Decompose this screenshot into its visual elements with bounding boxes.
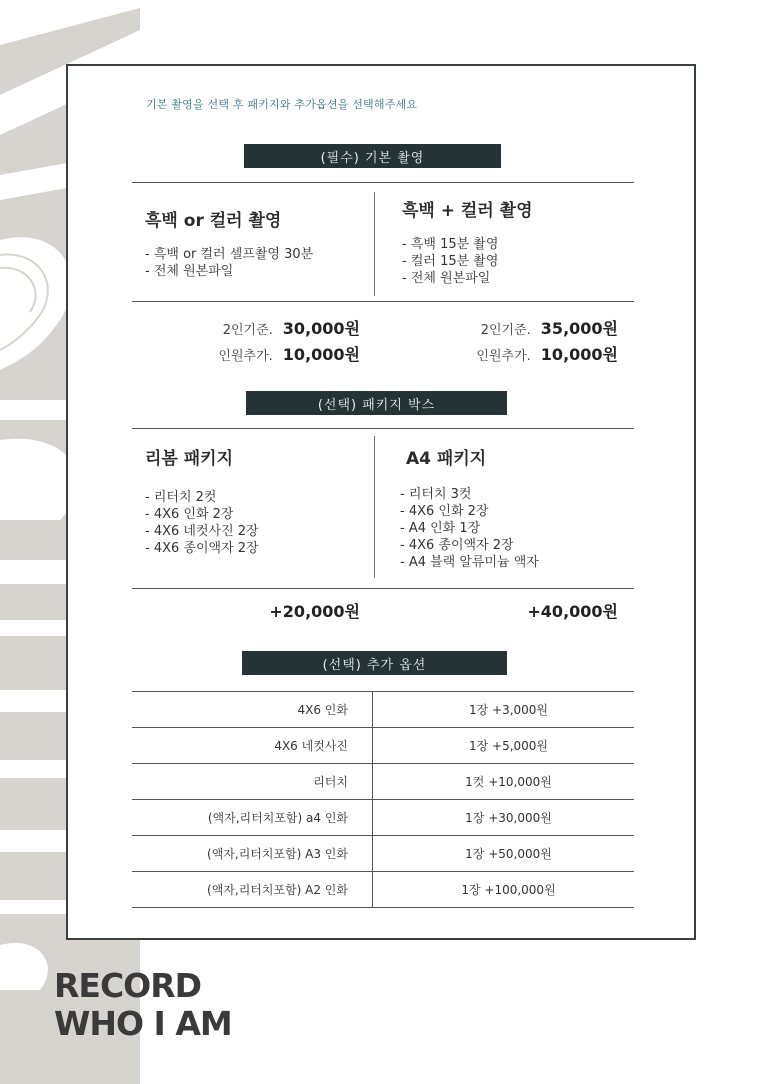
list-item: - 컬러 15분 촬영	[402, 254, 499, 269]
options-header: (선택) 추가 옵션	[242, 651, 507, 675]
option-price: 1장 +3,000원	[373, 692, 635, 728]
divider	[132, 588, 634, 589]
intro-text: 기본 촬영을 선택 후 패키지와 추가옵션을 선택해주세요	[146, 98, 418, 111]
price-value: 30,000원	[282, 319, 360, 338]
column-divider	[374, 436, 375, 578]
basic-left-list	[145, 246, 313, 280]
list-item: - 4X6 인화 2장	[145, 507, 234, 522]
list-item: - 흑백 15분 촬영	[402, 237, 499, 252]
list-item: - 4X6 종이액자 2장	[400, 538, 514, 553]
list-item: - 4X6 종이액자 2장	[145, 541, 259, 556]
price-menu-panel	[66, 64, 696, 940]
table-row	[132, 872, 634, 908]
table-row	[132, 836, 634, 872]
divider	[132, 182, 634, 183]
price-value: 10,000원	[282, 345, 360, 364]
list-item: - A4 인화 1장	[400, 521, 481, 536]
column-divider	[374, 192, 375, 296]
option-price: 1장 +5,000원	[373, 728, 635, 764]
divider	[132, 428, 634, 429]
table-row	[132, 692, 634, 728]
table-row	[132, 764, 634, 800]
list-item: - A4 블랙 알류미늄 액자	[400, 555, 539, 570]
option-price: 1컷 +10,000원	[373, 764, 635, 800]
package-right-price: +40,000원	[527, 602, 618, 621]
divider	[132, 301, 634, 302]
option-name: 4X6 인화	[132, 692, 373, 728]
basic-right-base-price	[481, 316, 618, 339]
table-row	[132, 800, 634, 836]
table-row	[132, 728, 634, 764]
option-price: 1장 +50,000원	[373, 836, 635, 872]
price-label: 인원추가.	[476, 349, 531, 364]
price-value: 35,000원	[540, 319, 618, 338]
brand-line-2: WHO I AM	[54, 1004, 232, 1043]
list-item: - 전체 원본파일	[145, 264, 234, 279]
price-label: 인원추가.	[218, 349, 273, 364]
package-header: (선택) 패키지 박스	[246, 391, 507, 415]
list-item: - 리터치 2컷	[145, 490, 217, 505]
list-item: - 흑백 or 컬러 셀프촬영 30분	[145, 247, 314, 262]
option-name: (액자,리터치포함) A2 인화	[132, 872, 373, 908]
package-right-list	[400, 486, 539, 571]
option-name: 4X6 네컷사진	[132, 728, 373, 764]
list-item: - 리터치 3컷	[400, 487, 472, 502]
price-label: 2인기준.	[480, 323, 531, 338]
brand-line-1: RECORD	[54, 966, 202, 1005]
basic-left-title: 흑백 or 컬러 촬영	[145, 211, 282, 231]
price-value: 10,000원	[540, 345, 618, 364]
basic-left-extra-price	[218, 342, 360, 365]
basic-right-extra-price	[476, 342, 618, 365]
basic-right-title: 흑백 + 컬러 촬영	[402, 201, 533, 221]
basic-right-list	[402, 236, 498, 287]
list-item: - 4X6 네컷사진 2장	[145, 524, 259, 539]
list-item: - 전체 원본파일	[402, 271, 491, 286]
package-left-price: +20,000원	[269, 602, 360, 621]
package-right-title: A4 패키지	[406, 449, 487, 469]
option-name: (액자,리터치포함) a4 인화	[132, 800, 373, 836]
package-left-list	[145, 489, 259, 557]
package-left-title: 리봄 패키지	[145, 449, 234, 469]
option-name: (액자,리터치포함) A3 인화	[132, 836, 373, 872]
price-label: 2인기준.	[222, 323, 273, 338]
list-item: - 4X6 인화 2장	[400, 504, 489, 519]
option-price: 1장 +30,000원	[373, 800, 635, 836]
options-table	[132, 691, 634, 908]
option-name: 리터치	[132, 764, 373, 800]
basic-left-base-price	[223, 316, 360, 339]
option-price: 1장 +100,000원	[373, 872, 635, 908]
basic-shoot-header: (필수) 기본 촬영	[244, 144, 501, 168]
